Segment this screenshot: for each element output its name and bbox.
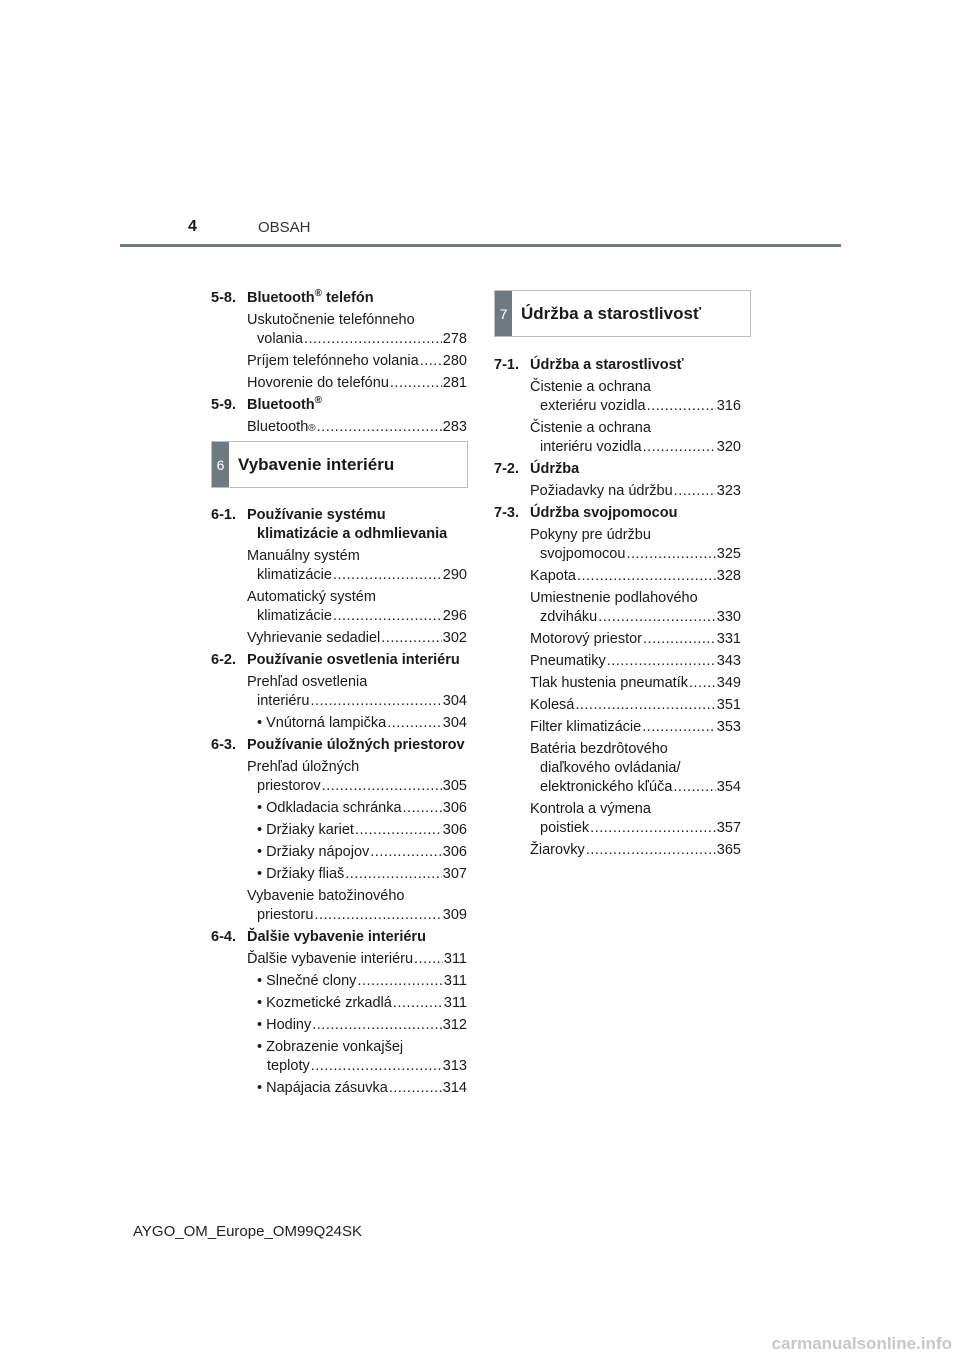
toc-entry[interactable] <box>211 887 467 925</box>
toc-leader-line: Bluetooth ® ..... 283 <box>247 418 467 437</box>
toc-dot-leader <box>393 994 443 1013</box>
toc-section-title <box>247 396 467 415</box>
toc-entry[interactable] <box>211 418 467 437</box>
toc-section-heading[interactable] <box>211 506 467 544</box>
toc-dot-leader <box>355 821 442 840</box>
toc-entry[interactable] <box>211 758 467 796</box>
toc-entry-text: Umiestnenie podlahového <box>530 590 698 606</box>
toc-entry-text: Kapota <box>530 568 576 584</box>
toc-entry[interactable] <box>494 482 741 501</box>
toc-section-title <box>247 651 467 670</box>
toc-section-number: 6-3. <box>211 737 236 753</box>
toc-entry-text: Čistenie a ochrana <box>530 420 651 436</box>
toc-page-number: 306 <box>442 800 467 816</box>
toc-page-number: 278 <box>442 331 467 347</box>
toc-entry[interactable] <box>494 526 741 564</box>
toc-page-number: 316 <box>716 398 741 414</box>
toc-entry-text: interiéru <box>257 693 310 709</box>
toc-section-heading[interactable] <box>211 396 467 415</box>
toc-section-heading[interactable] <box>494 356 741 375</box>
toc-dot-leader <box>370 843 442 862</box>
toc-entry[interactable] <box>494 589 741 627</box>
toc-leader-line <box>530 718 741 737</box>
toc-dot-leader <box>322 777 442 796</box>
chapter-7-title: Údržba a starostlivosť <box>521 303 702 323</box>
toc-dot-leader <box>586 841 716 860</box>
toc-entry-line2 <box>530 819 741 838</box>
toc-page-number: 311 <box>443 995 467 1011</box>
toc-section-title-text: Údržba svojpomocou <box>530 505 678 521</box>
toc-section-heading[interactable] <box>494 504 741 523</box>
toc-dot-leader <box>577 567 716 586</box>
toc-entry-text: Automatický systém <box>247 589 376 605</box>
toc-entry-text: Kontrola a výmena <box>530 801 651 817</box>
toc-leader-line <box>247 352 467 371</box>
toc-entry-text: teploty <box>267 1058 310 1074</box>
toc-entry-line2 <box>257 1057 467 1076</box>
toc-section-title-text: Používanie úložných priestorov <box>247 737 465 753</box>
toc-leader-line <box>530 841 741 860</box>
toc-entry-line2 <box>530 545 741 564</box>
toc-dot-leader <box>311 1057 442 1076</box>
toc-dot-leader <box>643 630 716 649</box>
toc-leader-line <box>247 374 467 393</box>
toc-leader-line <box>257 865 467 884</box>
toc-entry-text: • Napájacia zásuvka <box>257 1080 388 1096</box>
toc-leader-line <box>540 545 741 564</box>
toc-leader-line <box>257 1016 467 1035</box>
toc-dot-leader <box>333 607 442 626</box>
toc-entry[interactable] <box>494 696 741 715</box>
toc-section-title-text: Údržba a starostlivosť <box>530 357 684 373</box>
toc-entry-text: • Slnečné clony <box>257 973 357 989</box>
toc-leader-line <box>530 567 741 586</box>
toc-entry-text: priestoru <box>257 907 314 923</box>
toc-section-number: 7-1. <box>494 357 519 373</box>
toc-section-title-text: Ďalšie vybavenie interiéru <box>247 929 426 945</box>
toc-entry-text: Čistenie a ochrana <box>530 379 651 395</box>
chapter-6-box[interactable] <box>211 441 468 488</box>
toc-entry-line2 <box>530 397 741 416</box>
toc-entry-line2 <box>247 566 467 585</box>
toc-page-number: 325 <box>716 546 741 562</box>
toc-section-title-suffix: telefón <box>322 290 374 306</box>
toc-entry[interactable] <box>211 673 467 711</box>
toc-dot-leader <box>575 696 715 715</box>
toc-section-title <box>530 460 741 479</box>
toc-leader-line <box>257 777 467 796</box>
toc-dot-leader <box>314 906 441 925</box>
toc-page-number: 302 <box>442 630 467 646</box>
toc-dot-leader <box>598 608 716 627</box>
toc-page-number: 357 <box>716 820 741 836</box>
toc-sub-entry[interactable] <box>211 843 467 862</box>
toc-entry-line2 <box>247 906 467 925</box>
toc-sub-entry[interactable] <box>211 1016 467 1035</box>
chapter-6-title: Vybavenie interiéru <box>238 454 395 474</box>
toc-entry[interactable] <box>494 800 741 838</box>
toc-leader-line <box>257 799 467 818</box>
toc-entry-text: Vyhrievanie sedadiel <box>247 630 381 646</box>
toc-entry[interactable] <box>211 629 467 648</box>
toc-leader-line <box>257 607 467 626</box>
toc-entry-text: Motorový priestor <box>530 631 643 647</box>
toc-page-number: 305 <box>442 778 467 794</box>
toc-dot-leader <box>312 1016 442 1035</box>
toc-page-number: 349 <box>716 675 741 691</box>
toc-section-title <box>247 289 467 308</box>
toc-sub-entry[interactable] <box>211 865 467 884</box>
toc-page-number: 353 <box>716 719 741 735</box>
toc-leader-line <box>257 972 467 991</box>
toc-section-heading[interactable] <box>211 289 467 308</box>
toc-dot-leader <box>643 438 716 457</box>
toc-leader-line <box>530 674 741 693</box>
toc-page-number: 331 <box>716 631 741 647</box>
toc-dot-leader <box>642 718 716 737</box>
toc-section-heading[interactable] <box>211 928 467 947</box>
toc-entry-text: klimatizácie <box>257 567 332 583</box>
toc-dot-leader <box>403 799 442 818</box>
toc-dot-leader <box>389 1079 442 1098</box>
toc-page-number: 304 <box>442 715 467 731</box>
toc-entry-text: Manuálny systém <box>247 548 360 564</box>
toc-leader-line <box>540 397 741 416</box>
toc-entry-text: Prehľad úložných <box>247 759 360 775</box>
toc-page-number: 365 <box>716 842 741 858</box>
toc-entry-text: elektronického kľúča <box>540 779 673 795</box>
toc-leader-line <box>257 330 467 349</box>
header-title: OBSAH <box>258 219 311 236</box>
toc-entry[interactable] <box>494 378 741 416</box>
toc-section-title <box>530 504 741 523</box>
toc-entry-text: • Vnútorná lampička <box>257 715 387 731</box>
toc-entry-text: Žiarovky <box>530 842 585 858</box>
toc-page-number: 330 <box>716 609 741 625</box>
toc-leader-line <box>267 1057 467 1076</box>
toc-entry-text: volania <box>257 331 303 347</box>
toc-leader-line <box>257 566 467 585</box>
toc-entry-text: Požiadavky na údržbu <box>530 483 673 499</box>
toc-dot-leader <box>304 330 442 349</box>
toc-entry-text: • Odkladacia schránka <box>257 800 402 816</box>
toc-entry-text: Batéria bezdrôtového <box>530 741 668 757</box>
toc-section-number: 7-2. <box>494 461 519 477</box>
toc-section-number: 6-2. <box>211 652 236 668</box>
toc-leader-line <box>530 652 741 671</box>
toc-sub-entry[interactable] <box>211 972 467 991</box>
toc-section-title <box>247 506 467 525</box>
toc-entry[interactable] <box>494 841 741 860</box>
toc-dot-leader <box>390 374 442 393</box>
toc-leader-line <box>530 482 741 501</box>
toc-page-number: 312 <box>442 1017 467 1033</box>
toc-dot-leader <box>590 819 716 838</box>
toc-entry-text: zdviháku <box>540 609 598 625</box>
toc-section-title-text: Používanie systému <box>247 507 386 523</box>
toc-dot-leader <box>414 950 443 969</box>
toc-entry[interactable] <box>211 352 467 371</box>
toc-section-heading[interactable] <box>211 736 467 755</box>
toc-page-number: 306 <box>442 844 467 860</box>
toc-leader-line <box>257 843 467 862</box>
toc-page-number: 354 <box>716 779 741 795</box>
toc-section-title-text: Údržba <box>530 461 580 477</box>
toc-dot-leader <box>381 629 442 648</box>
toc-leader-line <box>257 714 467 733</box>
toc-entry[interactable] <box>494 419 741 457</box>
toc-entry-text: exteriéru vozidla <box>540 398 646 414</box>
header-rule <box>120 244 841 247</box>
toc-section-title <box>530 356 741 375</box>
toc-section-title <box>247 736 467 755</box>
toc-leader-line <box>257 692 467 711</box>
toc-page-number: 343 <box>716 653 741 669</box>
toc-entry[interactable] <box>494 740 741 797</box>
toc-entry-text: Príjem telefónneho volania <box>247 353 419 369</box>
toc-section-title-text: Bluetooth <box>247 290 315 306</box>
toc-entry-text: • Hodiny <box>257 1017 312 1033</box>
toc-page-number: 280 <box>442 353 467 369</box>
toc-entry-text: interiéru vozidla <box>540 439 642 455</box>
toc-page-number: 320 <box>716 439 741 455</box>
toc-page-number: 309 <box>442 907 467 923</box>
toc-entry-text: • Držiaky nápojov <box>257 844 370 860</box>
toc-entry-line2 <box>247 777 467 796</box>
toc-entry[interactable] <box>494 630 741 649</box>
toc-entry-text: • Držiaky kariet <box>257 822 354 838</box>
toc-dot-leader <box>310 692 441 711</box>
toc-entry-text: • Zobrazenie vonkajšej <box>257 1039 404 1055</box>
toc-section-title-text: Používanie osvetlenia interiéru <box>247 652 460 668</box>
toc-entry[interactable] <box>211 950 467 969</box>
toc-page-number: 307 <box>442 866 467 882</box>
toc-entry-text: Kolesá <box>530 697 575 713</box>
toc-leader-line <box>257 994 467 1013</box>
toc-sub-entry[interactable] <box>211 1079 467 1098</box>
toc-entry-line2 <box>247 692 467 711</box>
toc-entry-text: Prehľad osvetlenia <box>247 674 368 690</box>
toc-sub-entry[interactable] <box>211 799 467 818</box>
toc-entry[interactable] <box>211 547 467 585</box>
toc-entry[interactable] <box>494 567 741 586</box>
toc-entry-text: Ďalšie vybavenie interiéru <box>247 951 414 967</box>
toc-entry[interactable] <box>211 311 467 349</box>
toc-dot-leader <box>387 714 442 733</box>
toc-leader-line <box>540 608 741 627</box>
toc-section-title-line2: klimatizácie a odhmlievania <box>257 526 448 542</box>
toc-entry-line2 <box>530 438 741 457</box>
toc-page-number: 314 <box>442 1080 467 1096</box>
toc-leader-line <box>257 821 467 840</box>
toc-entry-text: Vybavenie batožinového <box>247 888 405 904</box>
toc-dot-leader <box>345 865 442 884</box>
toc-dot-leader <box>689 674 716 693</box>
toc-section-number: 6-4. <box>211 929 236 945</box>
toc-page-number: 328 <box>716 568 741 584</box>
toc-dot-leader <box>317 418 442 437</box>
toc-leader-line <box>540 778 741 797</box>
toc-leader-line <box>530 630 741 649</box>
footer-code: AYGO_OM_Europe_OM99Q24SK <box>133 1223 362 1240</box>
toc-leader-line <box>530 696 741 715</box>
toc-dot-leader <box>626 545 715 564</box>
toc-page-number: 311 <box>443 951 467 967</box>
toc-dot-leader <box>674 482 716 501</box>
toc-leader-line <box>257 906 467 925</box>
toc-sub-entry[interactable] <box>211 714 467 733</box>
toc-dot-leader <box>673 778 715 797</box>
toc-entry-text: Uskutočnenie telefónneho <box>247 312 415 328</box>
toc-section-heading[interactable] <box>494 460 741 479</box>
toc-section-number: 7-3. <box>494 505 519 521</box>
toc-entry-text: Hovorenie do telefónu <box>247 375 389 391</box>
toc-page-number: 313 <box>442 1058 467 1074</box>
toc-entry-text-cont: diaľkového ovládania/ <box>540 760 681 776</box>
toc-page-number: 283 <box>442 419 467 435</box>
toc-page-number: 304 <box>442 693 467 709</box>
toc-entry-text: Tlak hustenia pneumatík <box>530 675 688 691</box>
registered-mark: ® <box>314 288 323 300</box>
toc-section-heading[interactable] <box>211 651 467 670</box>
toc-right <box>494 353 741 860</box>
toc-entry-text: svojpomocou <box>540 546 626 562</box>
toc-entry-text: • Držiaky fliaš <box>257 866 345 882</box>
toc-sub-entry[interactable] <box>211 1038 467 1076</box>
toc-leader-line <box>540 819 741 838</box>
toc-entry-text: klimatizácie <box>257 608 332 624</box>
toc-entry-text: Pokyny pre údržbu <box>530 527 651 543</box>
page-number: 4 <box>188 218 197 235</box>
toc-page-number: 323 <box>716 483 741 499</box>
toc-left-top <box>211 286 467 437</box>
toc-leader-line <box>247 950 467 969</box>
toc-section-number: 5-9. <box>211 397 236 413</box>
toc-page-number: 290 <box>442 567 467 583</box>
toc-leader-line <box>247 629 467 648</box>
watermark: carmanualsonline.info <box>771 1334 952 1353</box>
toc-entry-line2 <box>247 607 467 626</box>
chapter-7-box[interactable] <box>494 290 751 337</box>
toc-dot-leader <box>647 397 716 416</box>
toc-entry-text: priestorov <box>257 778 321 794</box>
toc-dot-leader <box>333 566 442 585</box>
toc-entry-line2 <box>530 608 741 627</box>
toc-section-number: 5-8. <box>211 290 236 306</box>
toc-entry-text: Bluetooth <box>247 419 309 435</box>
toc-dot-leader <box>357 972 442 991</box>
toc-entry-line2 <box>247 330 467 349</box>
registered-mark: ® <box>314 395 323 407</box>
chapter-6-tab: 6 <box>212 442 229 487</box>
toc-page-number: 311 <box>443 973 467 989</box>
toc-section-title-text: Bluetooth <box>247 397 315 413</box>
toc-entry[interactable] <box>494 652 741 671</box>
toc-entry-text: • Kozmetické zrkadlá <box>257 995 392 1011</box>
toc-page-number: 306 <box>442 822 467 838</box>
toc-sub-entry[interactable] <box>211 821 467 840</box>
toc-left-bottom <box>211 503 467 1098</box>
toc-entry[interactable] <box>494 718 741 737</box>
toc-entry[interactable] <box>211 374 467 393</box>
toc-section-title <box>247 928 467 947</box>
toc-entry-text: Filter klimatizácie <box>530 719 642 735</box>
toc-page-number: 281 <box>442 375 467 391</box>
chapter-7-tab: 7 <box>495 291 512 336</box>
toc-entry-line2 <box>530 778 741 797</box>
toc-page-number: 351 <box>716 697 741 713</box>
toc-dot-leader <box>420 352 442 371</box>
toc-entry-text: poistiek <box>540 820 590 836</box>
toc-sub-entry[interactable] <box>211 994 467 1013</box>
toc-entry[interactable] <box>494 674 741 693</box>
toc-entry[interactable] <box>211 588 467 626</box>
toc-dot-leader <box>607 652 716 671</box>
toc-page-number: 296 <box>442 608 467 624</box>
toc-leader-line <box>540 438 741 457</box>
toc-section-number: 6-1. <box>211 507 236 523</box>
toc-entry-text: Pneumatiky <box>530 653 606 669</box>
toc-leader-line <box>257 1079 467 1098</box>
